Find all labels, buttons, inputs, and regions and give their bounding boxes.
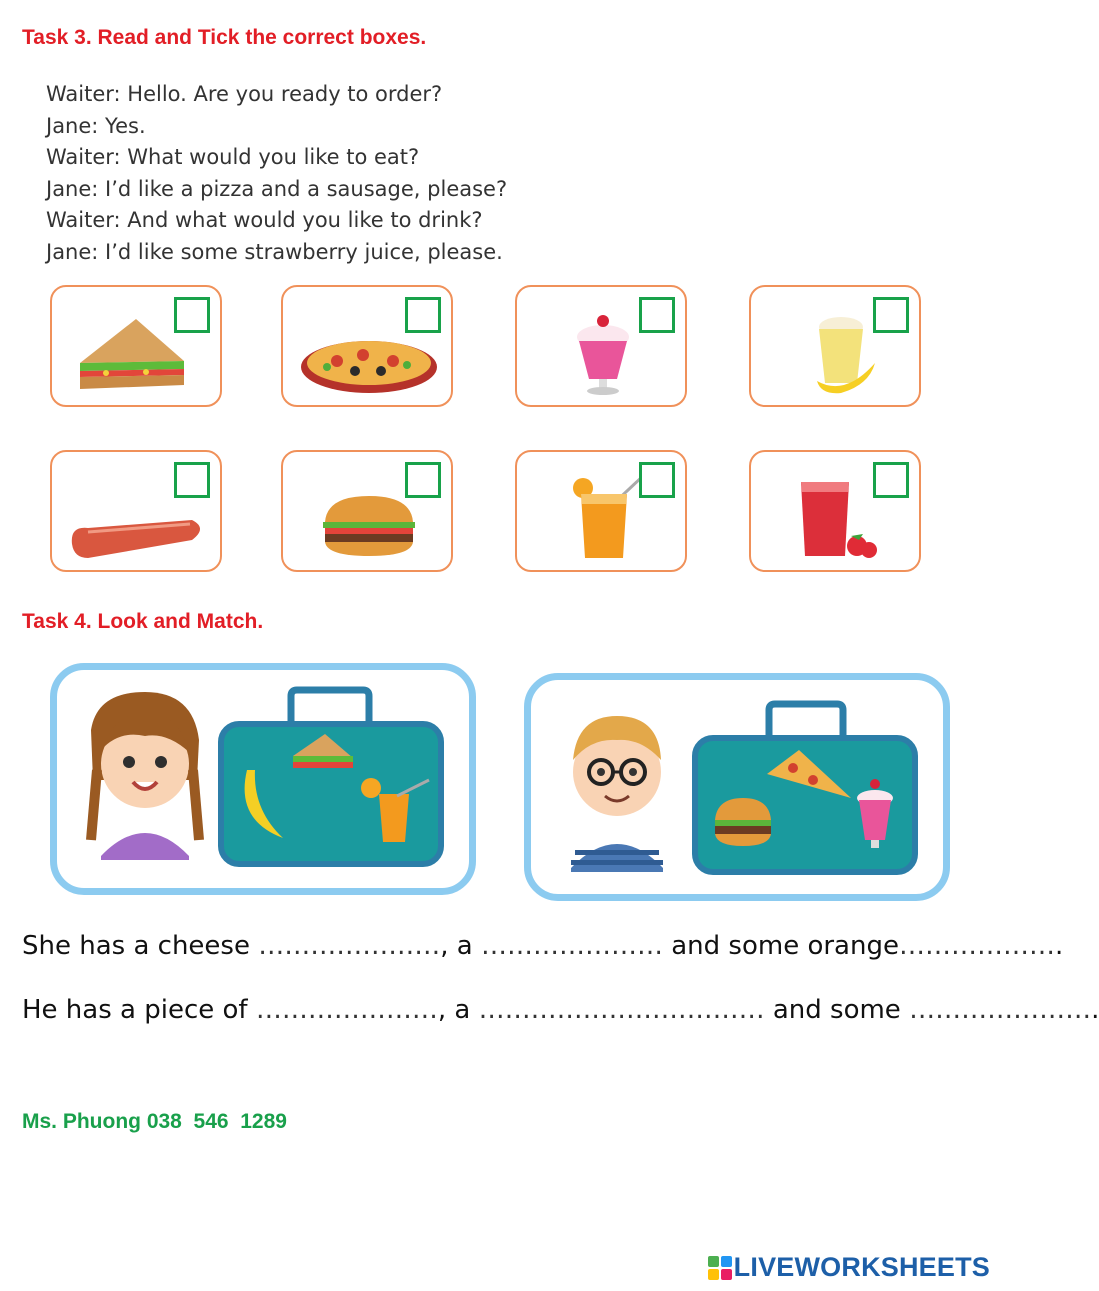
- sentence-text: and some orange: [662, 931, 899, 961]
- girl-icon: [91, 692, 199, 860]
- answer-blank[interactable]: ……………………………: [478, 995, 765, 1025]
- dialogue-line: Waiter: What would you like to eat?: [46, 145, 420, 169]
- liveworksheets-logo-icon: [708, 1256, 732, 1280]
- boy-lunch-illustration: [531, 680, 943, 894]
- answer-blank[interactable]: …………………: [909, 995, 1092, 1025]
- boy-icon: [571, 716, 663, 872]
- tick-checkbox[interactable]: [405, 462, 441, 498]
- sentence-text: and some: [764, 995, 910, 1025]
- sentence-text: , a: [440, 931, 481, 961]
- tick-checkbox[interactable]: [639, 462, 675, 498]
- tick-checkbox[interactable]: [639, 297, 675, 333]
- lunch-panel-girl: [50, 663, 476, 895]
- liveworksheets-brand[interactable]: [708, 1252, 990, 1283]
- food-card-sausage: [50, 450, 222, 572]
- sentence-text: , a: [437, 995, 479, 1025]
- dialogue: [46, 79, 507, 268]
- sentence-she: [22, 931, 1063, 961]
- answer-blank[interactable]: …………………: [258, 931, 441, 961]
- dialogue-line: Waiter: And what would you like to drink?: [46, 208, 483, 232]
- burger-icon: [715, 798, 771, 846]
- food-card-burger: [281, 450, 453, 572]
- sentence-text: She has a cheese: [22, 931, 259, 961]
- food-card-milkshake: [515, 285, 687, 407]
- sentence-text: He has a piece of: [22, 995, 256, 1025]
- lunch-panel-boy: [524, 673, 950, 901]
- tick-checkbox[interactable]: [873, 297, 909, 333]
- food-card-orange-juice: [515, 450, 687, 572]
- task3-title: Task 3. Read and Tick the correct boxes.: [22, 26, 427, 49]
- answer-blank[interactable]: …………………: [255, 995, 438, 1025]
- food-card-banana-smoothie: [749, 285, 921, 407]
- girl-lunch-illustration: [57, 670, 469, 888]
- tick-checkbox[interactable]: [405, 297, 441, 333]
- tick-checkbox[interactable]: [174, 462, 210, 498]
- answer-blank[interactable]: …………………: [480, 931, 663, 961]
- task4-title: Task 4. Look and Match.: [22, 610, 264, 633]
- dialogue-line: Jane: I’d like some strawberry juice, please.: [46, 239, 503, 264]
- sentence-text: .: [1091, 995, 1099, 1025]
- brand-text: LIVEWORKSHEETS: [733, 1252, 990, 1282]
- dialogue-line: Jane: I’d like a pizza and a sausage, please?: [46, 176, 508, 201]
- author-credit: Ms. Phuong 038 546 1289: [22, 1110, 287, 1133]
- sentence-text: .: [1054, 931, 1064, 961]
- sentence-he: [22, 995, 1099, 1025]
- food-card-sandwich: [50, 285, 222, 407]
- food-card-strawberry-juice: [749, 450, 921, 572]
- tick-checkbox[interactable]: [873, 462, 909, 498]
- dialogue-line: Waiter: Hello. Are you ready to order?: [46, 82, 443, 106]
- food-card-pizza: [281, 285, 453, 407]
- answer-blank[interactable]: ………………: [898, 931, 1055, 961]
- tick-checkbox[interactable]: [174, 297, 210, 333]
- dialogue-line: Jane: Yes.: [46, 113, 146, 138]
